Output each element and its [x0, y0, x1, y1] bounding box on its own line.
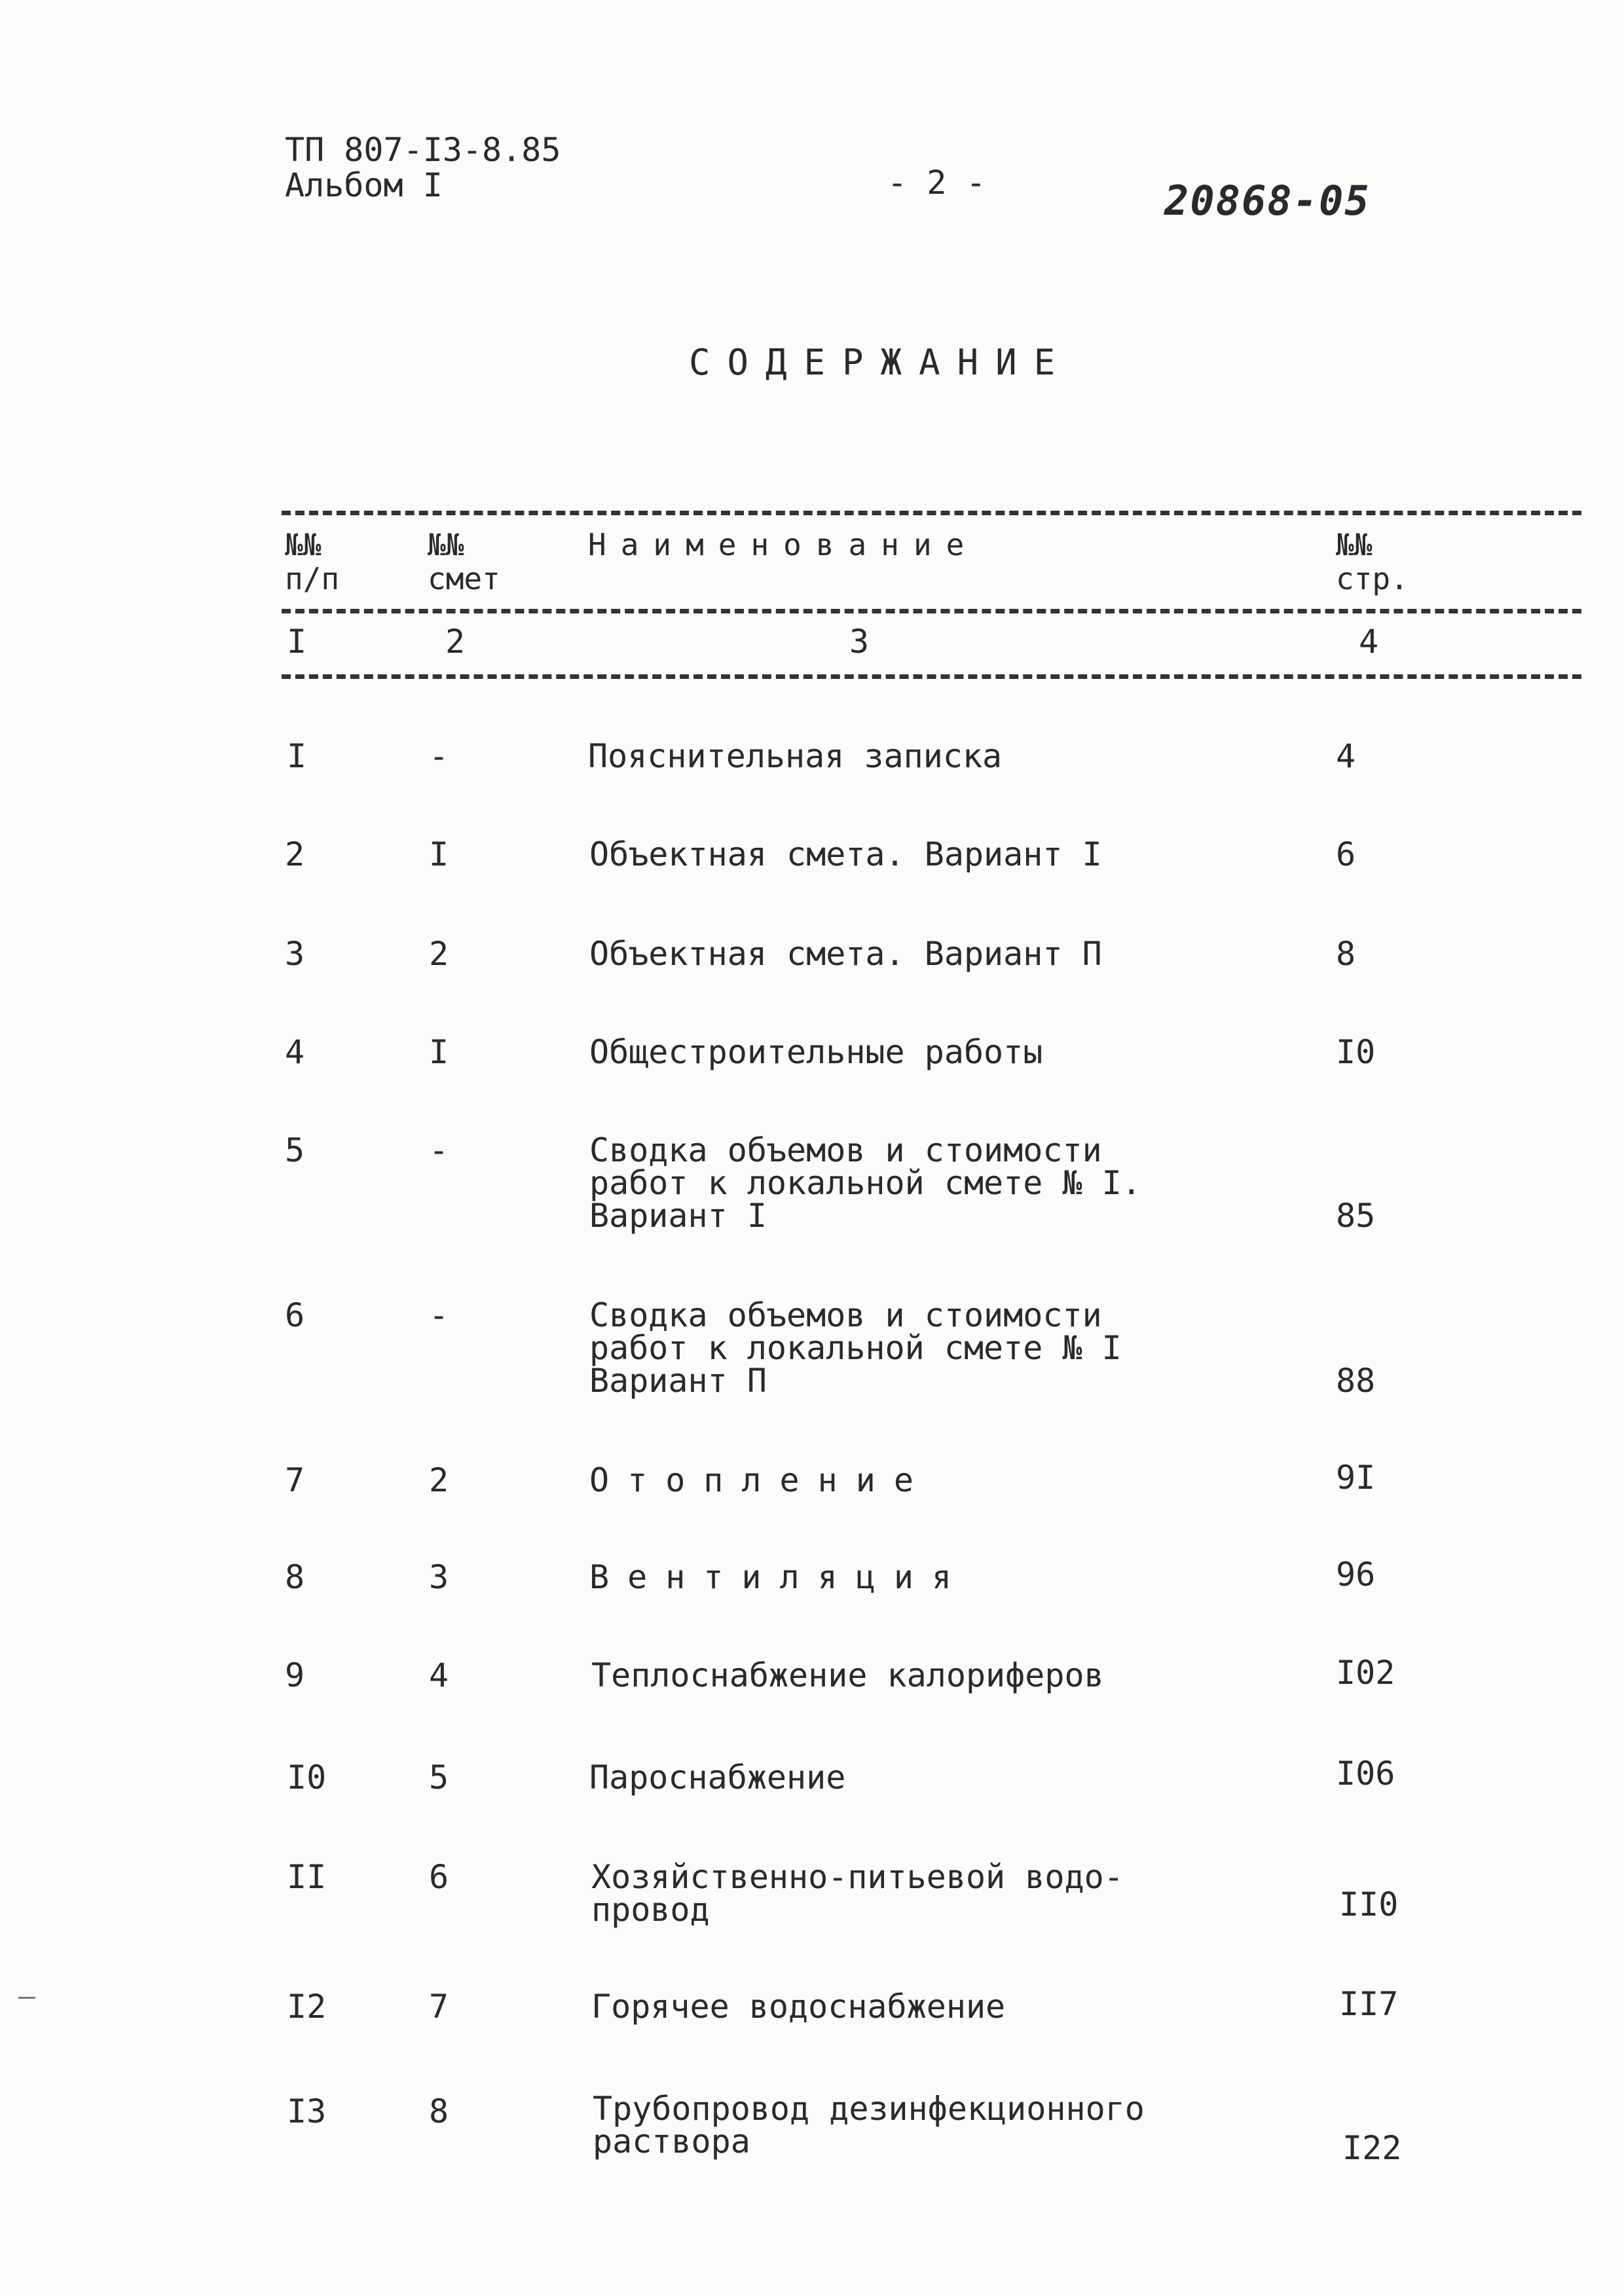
col-header-pp: №№ п/п	[285, 527, 340, 596]
row-number: I	[287, 737, 307, 775]
estimate-number: 2	[429, 1461, 449, 1499]
page-ref: 4	[1336, 737, 1356, 775]
row-number: I3	[287, 2092, 327, 2130]
item-name: Сводка объемов и стоимости работ к локальной смете № I. Вариант I	[589, 1131, 1141, 1235]
item-name: Отопление	[589, 1461, 932, 1499]
page-ref: I0	[1336, 1033, 1376, 1071]
row-number: 4	[285, 1033, 305, 1071]
document-code: ТП 807-I3-8.85	[285, 131, 561, 169]
estimate-number: 2	[429, 935, 449, 973]
item-name: Вентиляция	[589, 1558, 970, 1596]
page-ref: I02	[1336, 1654, 1395, 1692]
page-ref: 9I	[1336, 1459, 1376, 1497]
item-name: Сводка объемов и стоимости работ к локальной смете № I Вариант П	[589, 1296, 1122, 1400]
page-ref: 85	[1336, 1197, 1376, 1235]
item-name: Горячее водоснабжение	[591, 1988, 1006, 2026]
estimate-number: -	[429, 1296, 449, 1334]
page-ref: 96	[1336, 1556, 1376, 1594]
col-header-page: №№ стр.	[1336, 527, 1409, 596]
estimate-number: -	[429, 1131, 449, 1169]
estimate-number: 7	[429, 1988, 449, 2026]
page-ref: II0	[1339, 1886, 1399, 1923]
column-number: 4	[1359, 623, 1379, 661]
estimate-number: -	[429, 737, 449, 775]
item-name: Трубопровод дезинфекционного раствора	[593, 2090, 1145, 2160]
estimate-number: I	[429, 835, 449, 873]
header-rule	[282, 609, 1581, 613]
page-ref: 8	[1336, 935, 1356, 973]
album-label: Альбом I	[285, 166, 443, 204]
item-name: Пароснабжение	[589, 1758, 846, 1796]
item-name: Пояснительная записка	[588, 737, 1003, 775]
margin-mark	[18, 1997, 35, 1999]
col-header-name: Наименование	[588, 527, 979, 562]
row-number: 8	[285, 1558, 305, 1596]
col-header-smeta: №№ смет	[428, 527, 500, 596]
estimate-number: 5	[429, 1758, 449, 1796]
column-number: 3	[849, 623, 870, 661]
page-ref: I22	[1342, 2129, 1402, 2167]
estimate-number: 8	[429, 2092, 449, 2130]
table-top-rule	[282, 511, 1581, 515]
row-number: 2	[285, 835, 305, 873]
row-number: I2	[287, 1988, 327, 2026]
row-number: 3	[285, 935, 305, 973]
item-name: Хозяйственно-питьевой водо- провод	[591, 1858, 1124, 1929]
row-number: I0	[287, 1758, 327, 1796]
row-number: 7	[285, 1461, 305, 1499]
page-ref: 88	[1336, 1362, 1376, 1400]
page-number: - 2 -	[887, 164, 986, 202]
item-name: Общестроительные работы	[589, 1033, 1043, 1071]
estimate-number: I	[429, 1033, 449, 1071]
page-ref: II7	[1339, 1985, 1399, 2023]
estimate-number: 6	[429, 1858, 449, 1896]
page-ref: I06	[1336, 1755, 1395, 1793]
estimate-number: 3	[429, 1558, 449, 1596]
column-number: I	[287, 623, 307, 661]
inventory-number: 20868-05	[1164, 177, 1371, 225]
item-name: Объектная смета. Вариант I	[589, 835, 1102, 873]
row-number: 9	[285, 1656, 305, 1694]
page-title: СОДЕРЖАНИЕ	[689, 342, 1073, 383]
row-number: II	[287, 1858, 327, 1896]
row-number: 6	[285, 1296, 305, 1334]
item-name: Объектная смета. Вариант П	[589, 935, 1102, 973]
row-number: 5	[285, 1131, 305, 1169]
column-number-rule	[282, 674, 1581, 679]
page-ref: 6	[1336, 835, 1356, 873]
item-name: Теплоснабжение калориферов	[591, 1656, 1104, 1694]
column-number: 2	[445, 623, 466, 661]
estimate-number: 4	[429, 1656, 449, 1694]
